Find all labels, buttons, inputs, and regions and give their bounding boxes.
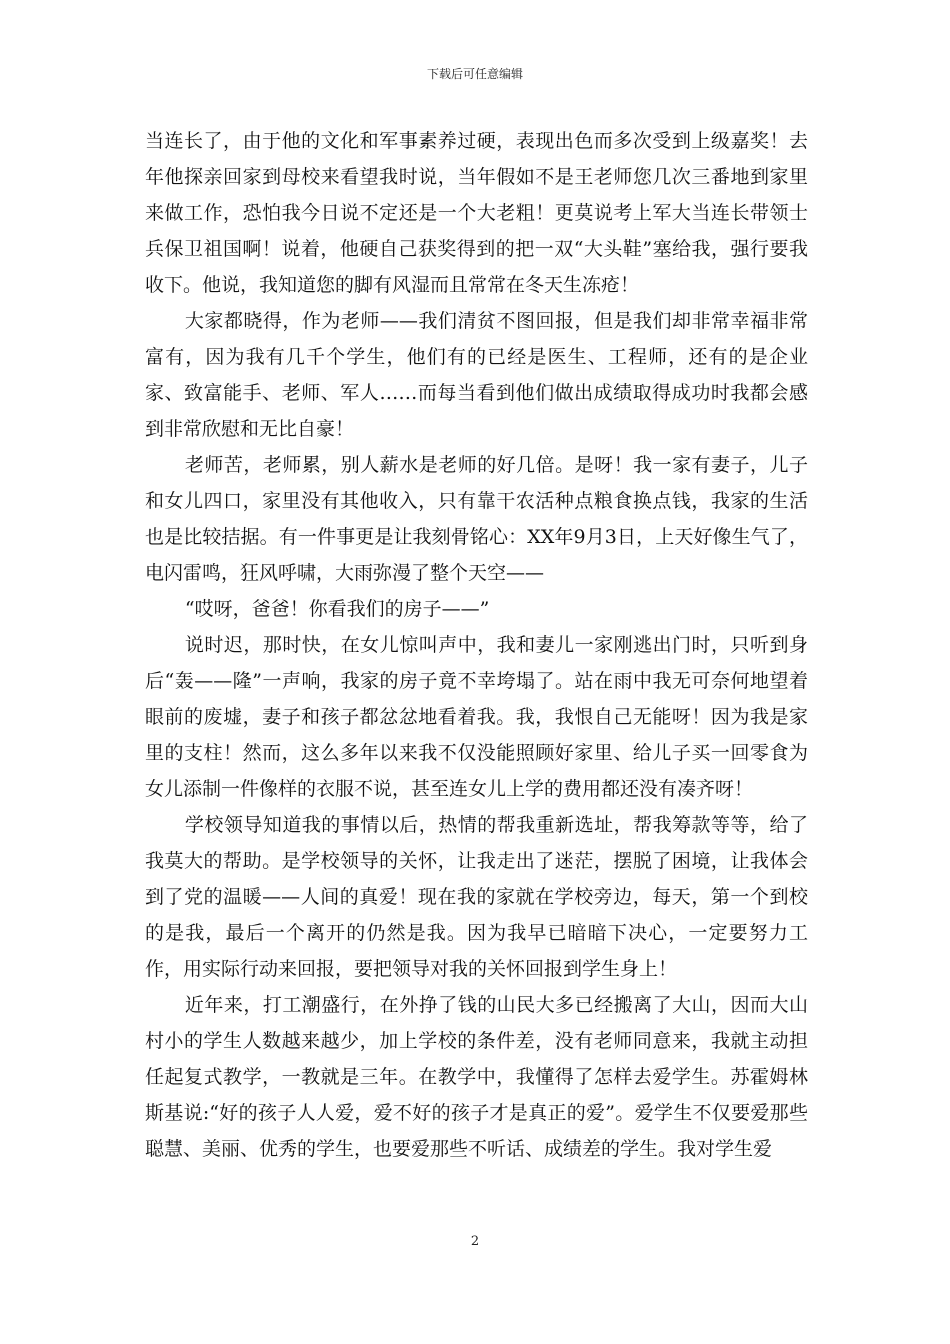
paragraph: 近年来，打工潮盛行，在外挣了钱的山民大多已经搬离了大山，因而大山村小的学生人数越来越少，加上学校的条件差，没有老师同意来，我就主动担任起复式教学，一教就是三年。在教学中，我懂得了怎样去爱学生。苏霍姆林斯基说:“好的孩子人人爱，爱不好的孩子才是真正的爱”。爱学生不仅要爱那些聪慧、美丽、优秀的学生，也要爱那些不听话、成绩差的学生。我对学生爱 bbox=[145, 994, 808, 1160]
page-number: 2 bbox=[470, 1234, 480, 1249]
body-text bbox=[145, 123, 808, 1167]
paragraph-dialogue: “哎呀，爸爸！你看我们的房子——” bbox=[184, 598, 490, 620]
paragraph: 大家都晓得，作为老师——我们清贫不图回报，但是我们却非常幸福非常富有，因为我有几千个学生，他们有的已经是医生、工程师，还有的是企业家、致富能手、老师、军人……而每当看到他们做出成绩取得成功时我都会感到非常欣慰和无比自豪！ bbox=[145, 310, 808, 440]
paragraph: 说时迟，那时快，在女儿惊叫声中，我和妻儿一家刚逃出门时，只听到身后“轰——隆”一声响，我家的房子竟不幸垮塌了。站在雨中我无可奈何地望着眼前的废墟，妻子和孩子都忿忿地看着我。我，我恨自己无能呀！因为我是家里的支柱！然而，这么多年以来我不仅没能照顾好家里、给儿子买一回零食为女儿添制一件像样的衣服不说，甚至连女儿上学的费用都还没有凑齐呀！ bbox=[145, 634, 808, 800]
paragraph: 老师苦，老师累，别人薪水是老师的好几倍。是呀！我一家有妻子，儿子和女儿四口，家里没有其他收入，只有靠干农活种点粮食换点钱，我家的生活也是比较拮据。有一件事更是让我刻骨铭心：XX年9月3日，上天好像生气了，电闪雷鸣，狂风呼啸，大雨弥漫了整个天空—— bbox=[145, 454, 808, 584]
page-header: 下载后可任意编辑 bbox=[426, 67, 523, 81]
paragraph-continued: 当连长了，由于他的文化和军事素养过硬，表现出色而多次受到上级嘉奖！去年他探亲回家到母校来看望我时说，当年假如不是王老师您几次三番地到家里来做工作，恐怕我今日说不定还是一个大老粗！更莫说考上军大当连长带领士兵保卫祖国啊！说着，他硬自己获奖得到的把一双“大头鞋”塞给我，强行要我收下。他说，我知道您的脚有风湿而且常常在冬天生冻疮！ bbox=[145, 130, 808, 296]
paragraph: 学校领导知道我的事情以后，热情的帮我重新选址，帮我筹款等等，给了我莫大的帮助。是学校领导的关怀，让我走出了迷茫，摆脱了困境，让我体会到了党的温暖——人间的真爱！现在我的家就在学校旁边，每天，第一个到校的是我，最后一个离开的仍然是我。因为我早已暗暗下决心，一定要努力工作，用实际行动来回报，要把领导对我的关怀回报到学生身上！ bbox=[145, 814, 808, 980]
